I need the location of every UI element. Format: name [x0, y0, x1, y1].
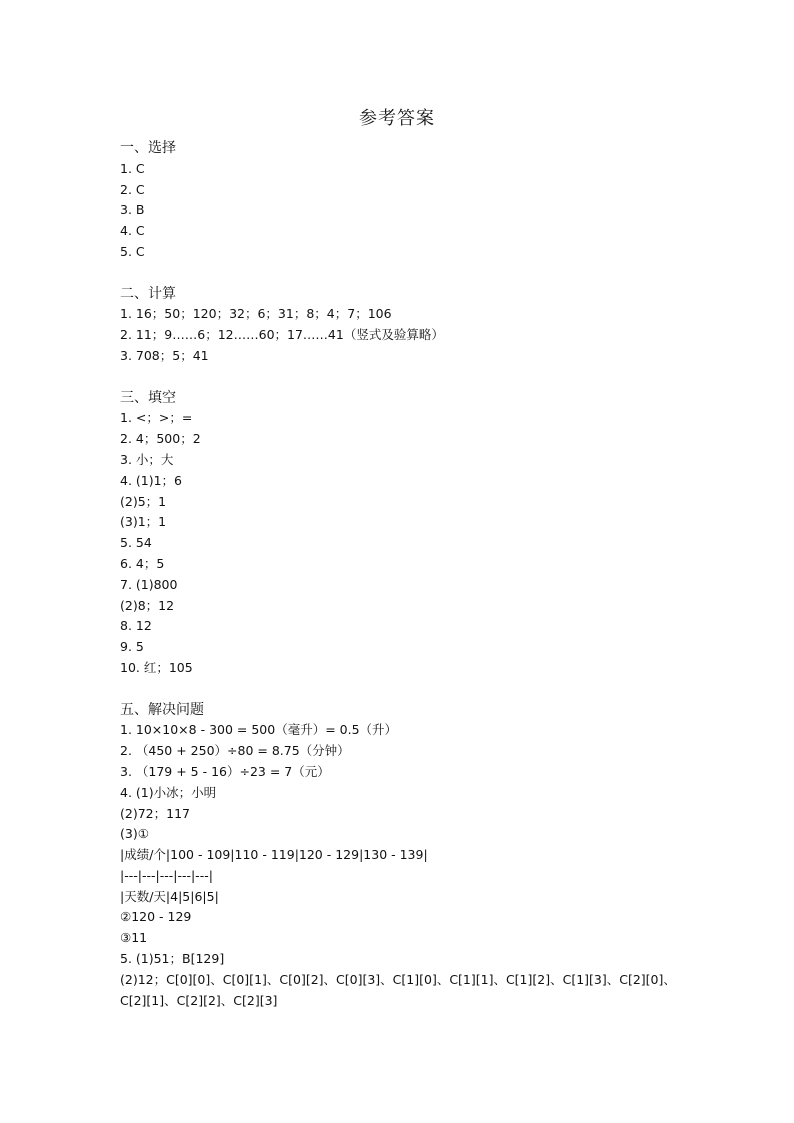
answer-line: C[2][1]、C[2][2]、C[2][3] [120, 992, 278, 1008]
answer-line: |成绩/个|100 - 109|110 - 119|120 - 129|130 - 139| [120, 847, 428, 863]
answer-line: (2)5；1 [120, 493, 167, 509]
answer-line: 10. 红；105 [120, 659, 193, 675]
answer-line: 5. 54 [120, 535, 152, 551]
answer-line: 4. (1)小冰；小明 [120, 784, 217, 800]
answer-line: 8. 12 [120, 618, 152, 634]
page-title: 参考答案 [359, 108, 435, 129]
answer-line: 9. 5 [120, 639, 144, 655]
answer-line: 2. 11；9……6；12……60；17……41（竖式及验算略） [120, 327, 444, 343]
section-spacer [120, 679, 740, 700]
answer-content [120, 138, 740, 1011]
answer-line: 3. B [120, 202, 145, 218]
section-spacer [120, 263, 740, 284]
answer-line: 7. (1)800 [120, 576, 178, 592]
answer-line: ③11 [120, 930, 148, 946]
answer-line: 1. 10×10×8 - 300 = 500（毫升）= 0.5（升） [120, 722, 398, 738]
answer-line: 1. <；>；= [120, 410, 193, 426]
answer-line: 1. C [120, 160, 145, 176]
answer-line: (3)① [120, 826, 149, 842]
answer-line: (3)1；1 [120, 514, 167, 530]
answer-line: ②120 - 129 [120, 909, 192, 925]
answer-line: 2. （450 + 250）÷80 = 8.75（分钟） [120, 743, 350, 759]
answer-line: (2)12；C[0][0]、C[0][1]、C[0][2]、C[0][3]、C[1][0]、C[1][1]、C[1][2]、C[1][3]、C[2][0]、 [120, 971, 676, 987]
answer-line: 4. C [120, 223, 145, 239]
answer-line: 3. （179 + 5 - 16）÷23 = 7（元） [120, 763, 330, 779]
answer-line: 2. 4；500；2 [120, 431, 201, 447]
answer-line: |天数/天|4|5|6|5| [120, 888, 219, 904]
section-heading: 三、填空 [120, 389, 176, 406]
answer-line: (2)72；117 [120, 805, 190, 821]
answer-line: 1. 16；50；120；32；6；31；8；4；7；106 [120, 306, 392, 322]
answer-line: (2)8；12 [120, 597, 175, 613]
answer-line: |---|---|---|---|---| [120, 867, 213, 883]
section-heading: 五、解决问题 [120, 701, 204, 718]
answer-line: 5. (1)51；B[129] [120, 951, 225, 967]
answer-line: 3. 小；大 [120, 451, 174, 467]
section-heading: 二、计算 [120, 285, 176, 302]
section-heading: 一、选择 [120, 140, 176, 156]
answer-line: 5. C [120, 243, 145, 259]
answer-line: 4. (1)1；6 [120, 472, 183, 488]
answer-line: 6. 4；5 [120, 555, 165, 571]
answer-line: 3. 708；5；41 [120, 347, 209, 363]
section-spacer [120, 367, 740, 388]
answer-line: 2. C [120, 181, 145, 197]
